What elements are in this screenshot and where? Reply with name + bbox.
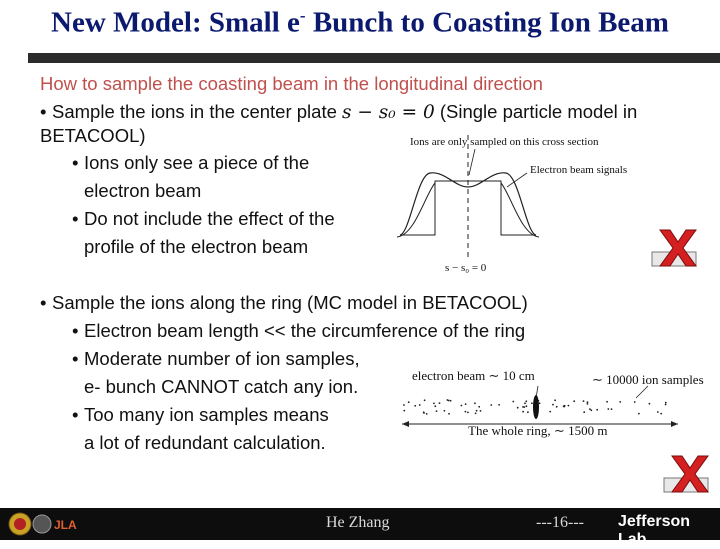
ion-dot [434, 405, 436, 407]
ion-dot [539, 402, 541, 404]
ion-dot [444, 410, 446, 412]
ion-dot [448, 413, 450, 415]
jla-logo: JLA [54, 518, 77, 532]
ion-dot [423, 412, 425, 414]
ion-dot [563, 406, 565, 408]
ion-dot [525, 400, 527, 402]
title-part-1: New Model: Small e [51, 6, 300, 39]
ion-dot [590, 409, 592, 411]
sub-bullet-too-many: • Too many ion samples means [84, 404, 329, 426]
ion-dot [512, 401, 514, 403]
ion-dot [426, 413, 428, 415]
footer-author: He Zhang [326, 514, 390, 531]
slide-title [0, 6, 720, 40]
ion-dot [475, 413, 477, 415]
reject-x-icon-2 [662, 452, 712, 496]
footer-brand: Jefferson Lab [618, 513, 691, 548]
figure1-label-right: Electron beam signals [530, 164, 628, 176]
lab-logos [6, 510, 77, 538]
sub-bullet-too-many-cont: a lot of redundant calculation. [84, 432, 326, 453]
footer-page-number: ---16--- [536, 514, 584, 531]
ion-dot [556, 406, 558, 408]
sub-bullet-ions-see-piece-cont: electron beam [84, 180, 202, 201]
ion-dot [587, 403, 589, 405]
sub-bullet-moderate-samples: • Moderate number of ion samples, [84, 348, 360, 370]
title-superscript: - [299, 6, 306, 25]
ion-dot [467, 412, 469, 414]
title-divider [28, 53, 720, 63]
ion-dot [606, 401, 608, 403]
figure2-label-ebeam: electron beam ∼ 10 cm [412, 368, 535, 383]
ion-dot [403, 410, 405, 412]
ion-dot [498, 404, 500, 406]
electron-signal-tail-right [501, 183, 539, 237]
electron-bunch [533, 395, 539, 419]
ion-dot [549, 411, 551, 413]
figure2-label-ring: The whole ring, ∼ 1500 m [468, 423, 608, 438]
ion-dot [607, 408, 609, 410]
ion-dot [517, 407, 519, 409]
ion-dot [638, 413, 640, 415]
ion-dot [660, 413, 662, 415]
ion-dot [439, 402, 441, 404]
ion-dot [634, 401, 636, 403]
ion-dot [589, 408, 591, 410]
section-heading: How to sample the coasting beam in the longitudinal direction [40, 73, 543, 94]
ion-dot [568, 405, 570, 407]
arrow-cross-section [469, 149, 475, 175]
ion-dot [552, 404, 554, 406]
ion-dot [403, 404, 405, 406]
electron-signal-tail-left [397, 183, 435, 237]
bullet-center-plate-cont: BETACOOL) [40, 125, 146, 146]
ion-dot [461, 405, 463, 407]
ion-dot [424, 399, 426, 401]
ion-dot [450, 400, 452, 402]
ion-dot [554, 399, 556, 401]
ion-dot [480, 410, 482, 412]
ion-dot [522, 406, 524, 408]
ion-dot [476, 410, 478, 412]
ion-dot [524, 402, 526, 404]
ion-dot [587, 401, 589, 403]
figure1-label-top: Ions are only sampled on this cross section [410, 136, 599, 148]
ion-dot [465, 411, 467, 413]
figure2-label-ions: ∼ 10000 ion samples [592, 372, 704, 387]
ion-dot [465, 403, 467, 405]
figure1-label-bottom: s − s₀ = 0 [445, 262, 487, 274]
ion-dot [522, 411, 524, 413]
ion-dot [436, 410, 438, 412]
bullet-along-ring: • Sample the ions along the ring (MC model in BETACOOL) [52, 292, 528, 314]
sub-bullet-no-profile-cont: profile of the electron beam [84, 236, 309, 257]
ion-dot [419, 404, 421, 406]
sub-bullet-ions-see-piece: • Ions only see a piece of the [84, 152, 309, 174]
ion-dot [478, 406, 480, 408]
ion-dot [526, 405, 528, 407]
bullet-center-plate: • Sample the ions in the center plate s − s₀ = 0 (Single particle model in [52, 101, 637, 124]
reject-x-icon [650, 226, 700, 270]
ion-dot [531, 402, 533, 404]
ion-dot [408, 401, 410, 403]
ion-dot [665, 402, 667, 404]
ion-dot [527, 411, 529, 413]
ion-dot [657, 411, 659, 413]
ion-dot [490, 404, 492, 406]
ion-dot [447, 399, 449, 401]
ion-dot [474, 402, 476, 404]
ion-dot [649, 403, 651, 405]
math-s-minus-s0: s − s₀ = 0 [342, 102, 435, 123]
sub-bullet-no-profile: • Do not include the effect of the [84, 208, 335, 230]
emblem-icon [33, 515, 51, 533]
cross-section-figure [395, 135, 665, 275]
title-part-2: Bunch to Coasting Ion Beam [305, 6, 669, 39]
ion-dot [583, 411, 585, 413]
arrow-ions [636, 386, 648, 398]
ion-dot [665, 404, 667, 406]
ion-dot [573, 400, 575, 402]
ion-dot [414, 405, 416, 407]
sub-bullet-ebeam-length: • Electron beam length << the circumference of the ring [84, 320, 525, 342]
ion-dot [433, 403, 435, 405]
ion-dot [583, 400, 585, 402]
ion-dot [596, 409, 598, 411]
ion-dot [619, 401, 621, 403]
ion-dot [611, 408, 613, 410]
sub-bullet-moderate-samples-cont: e- bunch CANNOT catch any ion. [84, 376, 359, 397]
